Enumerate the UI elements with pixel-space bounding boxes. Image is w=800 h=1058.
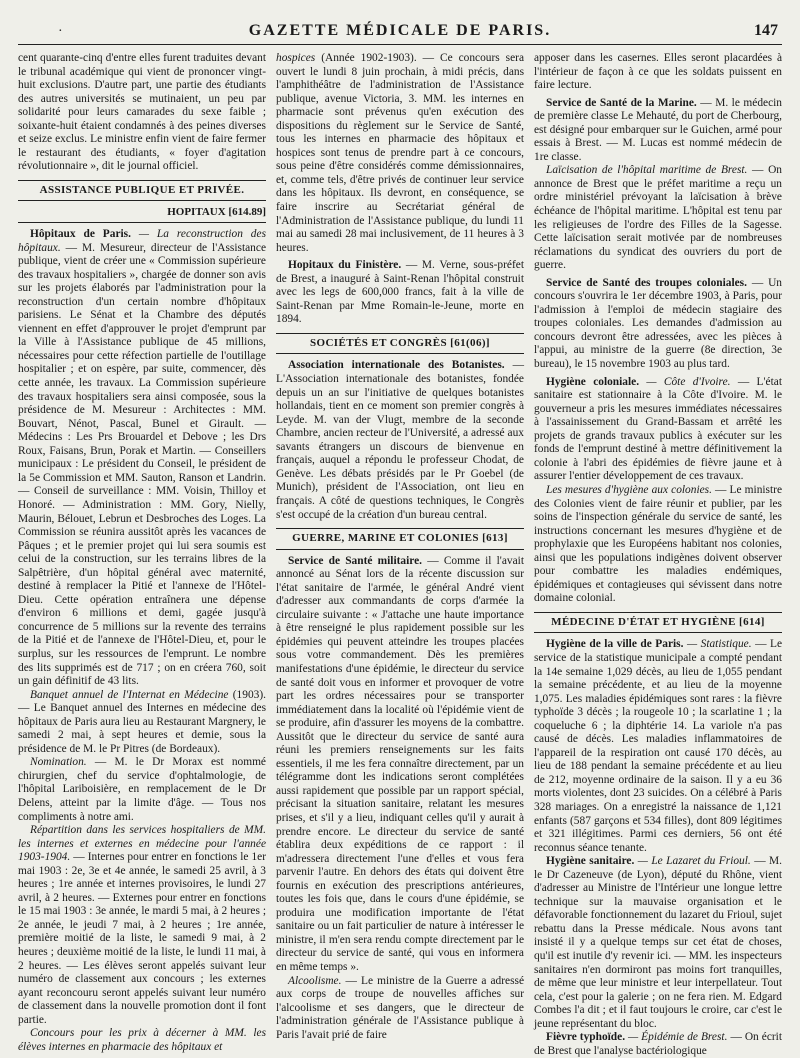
article-headline: Hopitaux du Finistère. [288, 259, 402, 272]
article-paragraph [18, 1027, 266, 1054]
column-1 [18, 52, 266, 1058]
article-paragraph [276, 52, 524, 255]
article-headline: Hygiène sanitaire. [546, 855, 635, 868]
section-heading: MÉDECINE D'ÉTAT ET HYGIÈNE [614] [534, 612, 782, 634]
subsection-heading: HOPITAUX [614.89] [18, 206, 266, 223]
article-paragraph [534, 164, 782, 272]
article-headline: Association internationale des Botanistes. [288, 359, 505, 372]
article-subtitle: Alcoolisme. [288, 974, 342, 987]
page-number: 147 [754, 22, 778, 39]
article-columns [18, 52, 783, 1057]
article-paragraph [534, 97, 782, 165]
paragraph: cent quarante-cinq d'entre elles furent traduites devant le tribunal académique qui vient de prononcer vingt-huit exclusions. D'autre part, une partie des étudiants des autres universités se mutinaient, un peu par solidarité pour leurs camarades du sexe faible ; soixante-huit étaient condamnés à des peines diverses et seize exclus. Le ministre enfin vient de faire fermer le restaurant des étudiants, « foyer d'agitation révolutionnaire », dit le journal officiel. [18, 52, 266, 173]
article-subtitle: — La reconstruction des hôpitaux. [18, 228, 266, 254]
article-text: — On écrit de Brest que l'analyse bactériologique [534, 1031, 782, 1057]
article-text: — Le service de la statistique municipale a compté pendant la 14e semaine 1,029 décès, au lieu de 1,055 pendant la semaine précédente, et au lieu de la moyenne 1,075. Les maladies épidémiques sont rares : la fièvre typhoïde 3 décès ; la rougeole 10 ; la scarlatine 1 ; la coqueluche 6 ; la diphtérie 14. La variole n'a pas causé de décès. Les maladies inflammatoires de l'appareil de la respiration ont causé 170 décès, au lieu de 188 pendant la semaine précédente et au lieu de 212, moyenne ordinaire de la saison. Il y a eu 36 morts violentes, dont 23 suicides. On a célébré à Paris 328 mariages. On a enregistré la naissance de 1,121 enfants (587 garçons et 534 filles), dont 809 légitimes et 321 illégitimes. Parmi ces derniers, 56 ont été reconnus séance tenante. [534, 638, 783, 854]
article-paragraph [18, 824, 266, 1027]
column-3 [534, 52, 782, 1058]
article-text: — Internes pour entrer en fonctions le 1er mai 1903 : 2e, 3e et 4e année, le samedi 25 avril, à 3 heures ; 1re année et internes provisoires, le lundi 27 avril, à 2 heures. — Externes pour entrer en fonctions le 15 mai 1903 : 3e année, le mardi 5 mai, à 2 heures ; 2e année, le jeudi 7 mai, à 2 heures ; 1re année, première moitié de la liste, le samedi 9 mai, à 2 heures ; deuxième moitié de la liste, le lundi 11 mai, à 2 heures. — Les élèves seront appelés suivant leur numéro de classement aux concours ; les externes ayant reconcouru seront appelés suivant leur numéro de classement dans la nouvelle promotion dont il font partie. [18, 851, 266, 1026]
article-headline: Hôpitaux de Paris. [30, 228, 131, 241]
article-text: — L'état sanitaire est stationnaire à la Côte d'Ivoire. M. le gouverneur a pris les mesures immédiates nécessaires à l'assainissement du Grand-Bassam et arrêté les projets de grands travaux publics à exécuter sur les fonds de l'emprunt destiné à mettre définitivement la colonie à l'abri des épidémies de fièvre jaune et à assurer l'entier développement de ces travaux. [534, 375, 782, 483]
article-paragraph [534, 376, 782, 484]
page-header [18, 22, 782, 45]
article-subtitle: hospices [276, 52, 316, 64]
article-subtitle: Répartition dans les services hospitaliers de MM. les internes et externes en médecine pour l'année 1903-1904. [18, 824, 266, 864]
article-paragraph [18, 228, 266, 689]
section-heading: GUERRE, MARINE ET COLONIES [613] [276, 528, 524, 550]
article-text: (Année 1902-1903). — Ce concours sera ouvert le lundi 8 juin prochain, à midi précis, dans l'amphithéâtre de l'administration de l'Assistance publique, avenue Victoria, 3. MM. les internes en pharmacie sont prévenus qu'en exécution des dispositions du règlement sur le Service de Santé, tous les internes en pharmacie des hôpitaux et hospices sont tenus de prendre part à ce concours, sous peine d'être considérés comme démissionnaires, et, comme tels, d'être privés de continuer leur service dans les hôpitaux. Ils devront, en conséquence, se faire inscrire au Secrétariat général de l'Administration de l'Assistance publique, du lundi 11 mai au samedi 28 mai inclusivement, de 11 heures à 3 heures. [276, 52, 524, 254]
article-headline: Hygiène coloniale. [546, 375, 640, 388]
article-paragraph [534, 484, 782, 606]
article-subtitle: Banquet annuel de l'Internat en Médecine [30, 688, 229, 701]
article-paragraph [18, 689, 266, 757]
article-headline: Service de Santé des troupes coloniales. [546, 276, 747, 289]
article-subtitle: Les mesures d'hygiène aux colonies. [546, 483, 712, 496]
article-headline: Service de Santé de la Marine. [546, 96, 697, 109]
article-subtitle: Laïcisation de l'hôpital maritime de Brest. [546, 164, 748, 177]
article-subtitle: Nomination. [30, 756, 87, 769]
article-paragraph [276, 555, 524, 975]
article-subtitle: — Statistique. [683, 638, 752, 651]
article-text: (1903). — Le Banquet annuel des Internes en médecine des hôpitaux de Paris aura lieu au Restaurant Margnery, le samedi 2 mai, à sept heures et demie, sous la présidence de M. le Pr Pitres (de Bordeaux). [18, 688, 266, 755]
article-headline: Fièvre typhoïde. [546, 1031, 626, 1044]
article-paragraph [534, 855, 782, 1031]
article-subtitle: — Épidémie de Brest. [625, 1031, 728, 1044]
section-heading: ASSISTANCE PUBLIQUE ET PRIVÉE. [18, 180, 266, 202]
article-paragraph [276, 359, 524, 522]
paragraph: apposer dans les casernes. Elles seront placardées à l'intérieur de façon à ce que les soldats puissent en faire lecture. [534, 52, 782, 92]
article-text: — On annonce de Brest que le préfet maritime a reçu un ordre ministériel prévoyant la laïcisation à brève échéance de l'hôpital maritime. L'hôpital est tenu par les religieuses de l'ordre des Filles de la Sagesse. Cette laïcisation serait motivée par de nombreuses réclamations du syndicat des ouvriers du port de guerre. [534, 164, 783, 272]
header-mark: · [58, 24, 63, 39]
article-subtitle: — Côte d'Ivoire. [639, 375, 731, 388]
article-text: — L'Association internationale des botanistes, fondée depuis un an sur l'initiative de quelques botanistes hollandais, tient en ce moment son premier congrès à Leyde. M. van der Vlugt, membre de la seconde Chambre, ancien recteur de l'Université, a adressé aux savants étrangers un discours de bienvenue en français, auquel a répondu le professeur Chodat, de Genève. Les débats présidés par le Pr Goebel (de Munich), président de l'Association, ont lieu en français. A côté de questions techniques, le Congrès s'est occupé de la création d'un bureau central. [276, 359, 524, 521]
journal-title: GAZETTE MÉDICALE DE PARIS. [248, 22, 552, 39]
article-subtitle: — Le Lazaret du Frioul. [634, 855, 751, 868]
article-text: — Le ministre des Colonies vient de faire réunir et publier, par les soins de l'inspection générale du service de santé, les instructions concernant les mesures d'hygiène et de prophylaxie que les Européens habitant nos colonies, ainsi que les populations indigènes doivent observer pour combattre les maladies endémiques, épidémiques et contagieuses qui sévissent dans notre domaine colonial. [534, 483, 782, 605]
article-text: — M. le Dr Morax est nommé chirurgien, chef du service d'ophtalmologie, de l'hôpital Lariboisière, en remplacement de le Dr Delens, atteint par la limite d'âge. — Tous nos compliments à notre ami. [18, 756, 266, 823]
article-text: — M. Verne, sous-préfet de Brest, a inauguré à Saint-Renan l'hôpital construit avec les legs de 600,000 francs, fait à la ville de Saint-Renan par Mme Romain-le-Jeune, morte en 1894. [276, 259, 524, 326]
article-text: — Comme il l'avait annoncé au Sénat lors de la récente discussion sur l'état sanitaire de l'armée, le général André vient d'adresser aux commandants de corps d'armée la circulaire suivante : « J'attache une haute importance à être renseigné le plus rapidement possible sur les épidémies qui peuvent atteindre les troupes placées sous votre commandement. Dès les premières manifestations d'une épidémie, le directeur du service de santé doit vous en informer et provoquer de votre part les ordres nécessaires pour se transporter immédiatement dans la localité où l'épidémie vient de se produire, afin d'assurer les moyens de la combattre. Aussitôt que le directeur du service de santé aura réuni les premiers renseignements sur les faits essentiels, il me les fera connaître directement, par un télégramme dont les indications seront complétées aussi rapidement que possible par un rapport spécial, précisant la situation sanitaire, relatant les mesures prises, et s'il y a lieu, indiquant celles qu'il y aurait à prendre encore. Le directeur du service de santé établira deux expéditions de ce rapport : il m'adressera directement l'une d'elles et vous fera parvenir l'autre. En dehors des états qui doivent être fournis en exécution des prescriptions antérieures, toutes les fois que, dans le cours d'une épidémie, se produira une modification importante de l'état sanitaire ou un fait particulier de nature à intéresser le ministre, il m'en sera rendu compte directement par le directeur du service de santé, qui vous en informera en même temps ». [276, 554, 524, 973]
article-subtitle: Concours pour les prix à décerner à MM. les élèves internes en pharmacie des hôpitaux et [18, 1027, 266, 1053]
article-headline: Service de Santé militaire. [288, 554, 423, 567]
article-paragraph [534, 277, 782, 372]
article-text: — Un concours s'ouvrira le 1er décembre 1903, à Paris, pour l'admission à l'emploi de médecin stagiaire des troupes coloniales. Les demandes d'admission au concours devront être adressées, avec les pièces à l'appui, au ministre de la guerre (8e direction, 3e bureau), le 15 novembre 1903 au plus tard. [534, 276, 783, 371]
article-text: — Le ministre de la Guerre a adressé aux corps de troupe de nouvelles affiches sur l'alcoolisme et ses dangers, que le directeur de l'administration générale de l'Assistance publique à Paris l'avait prié de faire [276, 974, 524, 1041]
article-paragraph [534, 638, 782, 855]
article-headline: Hygiène de la ville de Paris. [546, 638, 684, 651]
article-paragraph [534, 1031, 782, 1058]
article-text: — M. le Dr Cazeneuve (de Lyon), député du Rhône, vient d'adresser au Ministre de l'Intérieur une longue lettre technique sur la mauvaise organisation et le défavorable fonctionnement du lazaret du Frioul, sujet rebattu dans la Presse médicale. Nous avons tant insisté il y a quelque temps sur cet état de choses, qu'il est inutile d'y revenir ici. — MM. les inspecteurs sanitaires n'en dormiront pas moins fort tranquilles, de même que leur ministre et leur interpellateur. Tout cela, c'est pour la galerie ; on ne fera rien. M. Edgard Combes l'a dit ; et il faut toujours le croire, car c'est le jeune représentant du bloc. [534, 855, 783, 1030]
section-heading: SOCIÉTÉS ET CONGRÈS [61(06)] [276, 333, 524, 355]
column-2 [276, 52, 524, 1058]
article-paragraph [276, 975, 524, 1043]
article-paragraph [18, 756, 266, 824]
article-text: — M. le médecin de première classe Le Mehauté, du port de Cherbourg, est désigné pour embarquer sur le Guichen, armé pour essais à Brest. — M. Lucas est nommé médecin de 1re classe. [534, 96, 782, 163]
article-text: — M. Mesureur, directeur de l'Assistance publique, vient de créer une « Commission supérieure des travaux hospitaliers », chargée de donner son avis sur les projets élaborés par l'administration pour la reconstruction d'un certain nombre d'hôpitaux parisiens. Le Sénat et la Chambre des députés viennent en effet d'approuver le projet d'emprunt par la Ville à l'Assistance publique de 45 millions, nécessaires pour cette réfection partielle de l'outillage hospitalier ; et on espère, par suite, commencer, dès cette année, les travaux. La Commission supérieure des travaux hospitaliers sera ainsi composée, sous la présidence de M. Mesureur : Architectes : MM. Bouvart, Nénot, Pascal, Bunel et Girault. — Médecins : Les Prs Brouardel et Debove ; les Drs Roux, Faisans, Brun, Porak et Martin. — Conseillers municipaux : Le président du Conseil, le président de la 5e Commission et MM. Sauton, Ranson et Landrin. — Conseil de surveillance : MM. Voisin, Thilloy et Honoré. — Administration : MM. Gory, Nielly, Maurin, Bélouet, Lebrun et Desbroches des Loges. La Commission se réunira aussitôt après les vacances de Pâques ; et le premier projet qui lui sera soumis est celui de la construction, sur les terrains libres de la Salpêtrière, d'un hôpital général avec maternité, destiné à remplacer la Pitié et l'annexe de l'Hôtel-Dieu. Cette opération entraînera une dépense d'environ 6 millions et demi, gagée jusqu'à concurrence de 5 millions sur la revente des terrains de la Pitié et de l'annexe de l'Hôtel-Dieu, et, pour le surplus, sur les ressources de l'emprunt. Le nombre des lits supprimés est de 717 ; on en créera 760, soit un gain définitif de 43 lits. [18, 241, 266, 688]
article-paragraph [276, 259, 524, 327]
